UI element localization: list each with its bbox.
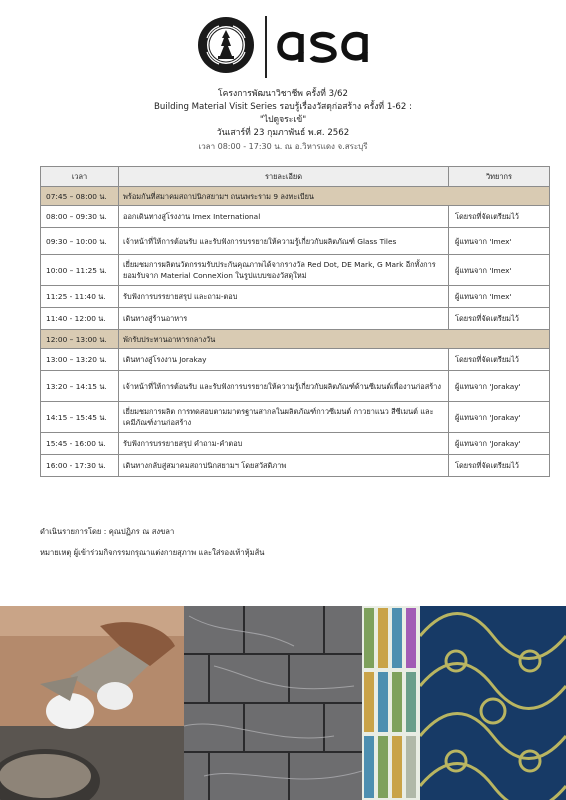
cement-work-photo bbox=[0, 606, 184, 800]
schedule-speaker: ผู้แทนจาก 'Imex' bbox=[449, 255, 550, 286]
event-title-block bbox=[0, 88, 566, 153]
program-title: โครงการพัฒนาวิชาชีพ ครั้งที่ 3/62 bbox=[218, 89, 348, 99]
schedule-detail: เยี่ยมชมการผลิต การทดสอบตามมาตรฐานสากลในผลิตภัณฑ์กาวซีเมนต์ กาวยาแนว สีซีเมนต์ และเคมีภัณฑ์งานก่อสร้าง bbox=[119, 402, 449, 433]
schedule-row bbox=[41, 228, 550, 255]
schedule-row bbox=[41, 402, 550, 433]
header-detail: รายละเอียด bbox=[119, 167, 449, 187]
series-title: Building Material Visit Series รอบรู้เรื่องวัสดุก่อสร้าง ครั้งที่ 1-62 : bbox=[154, 102, 412, 112]
event-name: "ไปดูจระเข้" bbox=[259, 115, 307, 125]
schedule-row-highlight bbox=[41, 330, 550, 349]
schedule-time: 14:15 – 15:45 น. bbox=[41, 402, 119, 433]
schedule-time: 07:45 – 08:00 น. bbox=[41, 187, 119, 206]
schedule-speaker: ผู้แทนจาก 'Jorakay' bbox=[449, 371, 550, 402]
dress-code-note: หมายเหตุ ผู้เข้าร่วมกิจกรรมกรุณาแต่งกายสุภาพ และใส่รองเท้าหุ้มส้น bbox=[40, 548, 265, 557]
schedule-speaker: โดยรถที่จัดเตรียมไว้ bbox=[449, 455, 550, 477]
schedule-row bbox=[41, 371, 550, 402]
schedule-time: 13:20 – 14:15 น. bbox=[41, 371, 119, 402]
schedule-row bbox=[41, 349, 550, 371]
schedule-time: 11:25 - 11:40 น. bbox=[41, 286, 119, 308]
schedule-time: 11:40 - 12:00 น. bbox=[41, 308, 119, 330]
schedule-time: 09:30 – 10:00 น. bbox=[41, 228, 119, 255]
schedule-speaker: ผู้แทนจาก 'Jorakay' bbox=[449, 402, 550, 433]
schedule-row bbox=[41, 308, 550, 330]
event-date: วันเสาร์ที่ 23 กุมภาพันธ์ พ.ศ. 2562 bbox=[216, 128, 350, 138]
glass-tile-photo bbox=[362, 606, 420, 800]
schedule-detail: เจ้าหน้าที่ให้การต้อนรับ และรับฟังการบรรยายให้ความรู้เกี่ยวกับผลิตภัณฑ์ Glass Tiles bbox=[119, 228, 449, 255]
schedule-speaker: ผู้แทนจาก 'Jorakay' bbox=[449, 433, 550, 455]
schedule-detail: เดินทางสู่ร้านอาหาร bbox=[119, 308, 449, 330]
schedule-time: 13:00 – 13:20 น. bbox=[41, 349, 119, 371]
schedule-row-highlight bbox=[41, 187, 550, 206]
schedule-detail: เจ้าหน้าที่ให้การต้อนรับ และรับฟังการบรรยายให้ความรู้เกี่ยวกับผลิตภัณฑ์ด้านซีเมนต์เพื่องานก่อสร้าง bbox=[119, 371, 449, 402]
schedule-table bbox=[40, 166, 550, 477]
schedule-speaker: ผู้แทนจาก 'Imex' bbox=[449, 228, 550, 255]
schedule-row bbox=[41, 455, 550, 477]
schedule-detail: เยี่ยมชมการผลิตนวัตกรรมรับประกันคุณภาพได้จากรางวัล Red Dot, DE Mark, G Mark อีกทั้งการยอมรับจาก Material ConneXion ในรูปแบบของวัสดุใหม่ bbox=[119, 255, 449, 286]
schedule-time: 15:45 - 16:00 น. bbox=[41, 433, 119, 455]
header-time: เวลา bbox=[41, 167, 119, 187]
schedule-detail: เดินทางสู่โรงงาน Jorakay bbox=[119, 349, 449, 371]
schedule-detail: ออกเดินทางสู่โรงงาน Imex International bbox=[119, 206, 449, 228]
page-header bbox=[0, 12, 566, 80]
schedule-speaker: ผู้แทนจาก 'Imex' bbox=[449, 286, 550, 308]
material-photo-strip bbox=[0, 606, 566, 800]
marble-tile-photo bbox=[184, 606, 362, 800]
organizer-line: ดำเนินรายการโดย : คุณปฏิภร ณ สงขลา bbox=[40, 527, 175, 536]
schedule-row bbox=[41, 286, 550, 308]
schedule-row bbox=[41, 433, 550, 455]
footer-notes bbox=[40, 526, 549, 568]
schedule-speaker: โดยรถที่จัดเตรียมไว้ bbox=[449, 206, 550, 228]
schedule-detail: เดินทางกลับสู่สมาคมสถาปนิกสยามฯ โดยสวัสดิภาพ bbox=[119, 455, 449, 477]
schedule-body bbox=[41, 187, 550, 477]
schedule-speaker: โดยรถที่จัดเตรียมไว้ bbox=[449, 349, 550, 371]
schedule-detail: รับฟังการบรรยายสรุป และถาม-ตอบ bbox=[119, 286, 449, 308]
event-time-location: เวลา 08:00 - 17:30 น. ณ อ.วิหารแดง จ.สระบุรี bbox=[198, 142, 368, 151]
schedule-detail: รับฟังการบรรยายสรุป คำถาม-คำตอบ bbox=[119, 433, 449, 455]
schedule-header-row bbox=[41, 167, 550, 187]
asa-wordmark-logo bbox=[277, 24, 369, 68]
header-speaker: วิทยากร bbox=[449, 167, 550, 187]
schedule-time: 12:00 – 13:00 น. bbox=[41, 330, 119, 349]
asa-seal-logo bbox=[197, 16, 255, 74]
schedule-speaker: โดยรถที่จัดเตรียมไว้ bbox=[449, 308, 550, 330]
schedule-time: 16:00 - 17:30 น. bbox=[41, 455, 119, 477]
patterned-tile-photo bbox=[420, 606, 566, 800]
header-divider bbox=[265, 16, 267, 78]
schedule-time: 10:00 – 11:25 น. bbox=[41, 255, 119, 286]
schedule-detail: พร้อมกันที่สมาคมสถาปนิกสยามฯ ถนนพระราม 9 ลงทะเบียน bbox=[119, 187, 550, 206]
schedule-row bbox=[41, 255, 550, 286]
schedule-detail: พักรับประทานอาหารกลางวัน bbox=[119, 330, 550, 349]
schedule-time: 08:00 – 09:30 น. bbox=[41, 206, 119, 228]
schedule-row bbox=[41, 206, 550, 228]
